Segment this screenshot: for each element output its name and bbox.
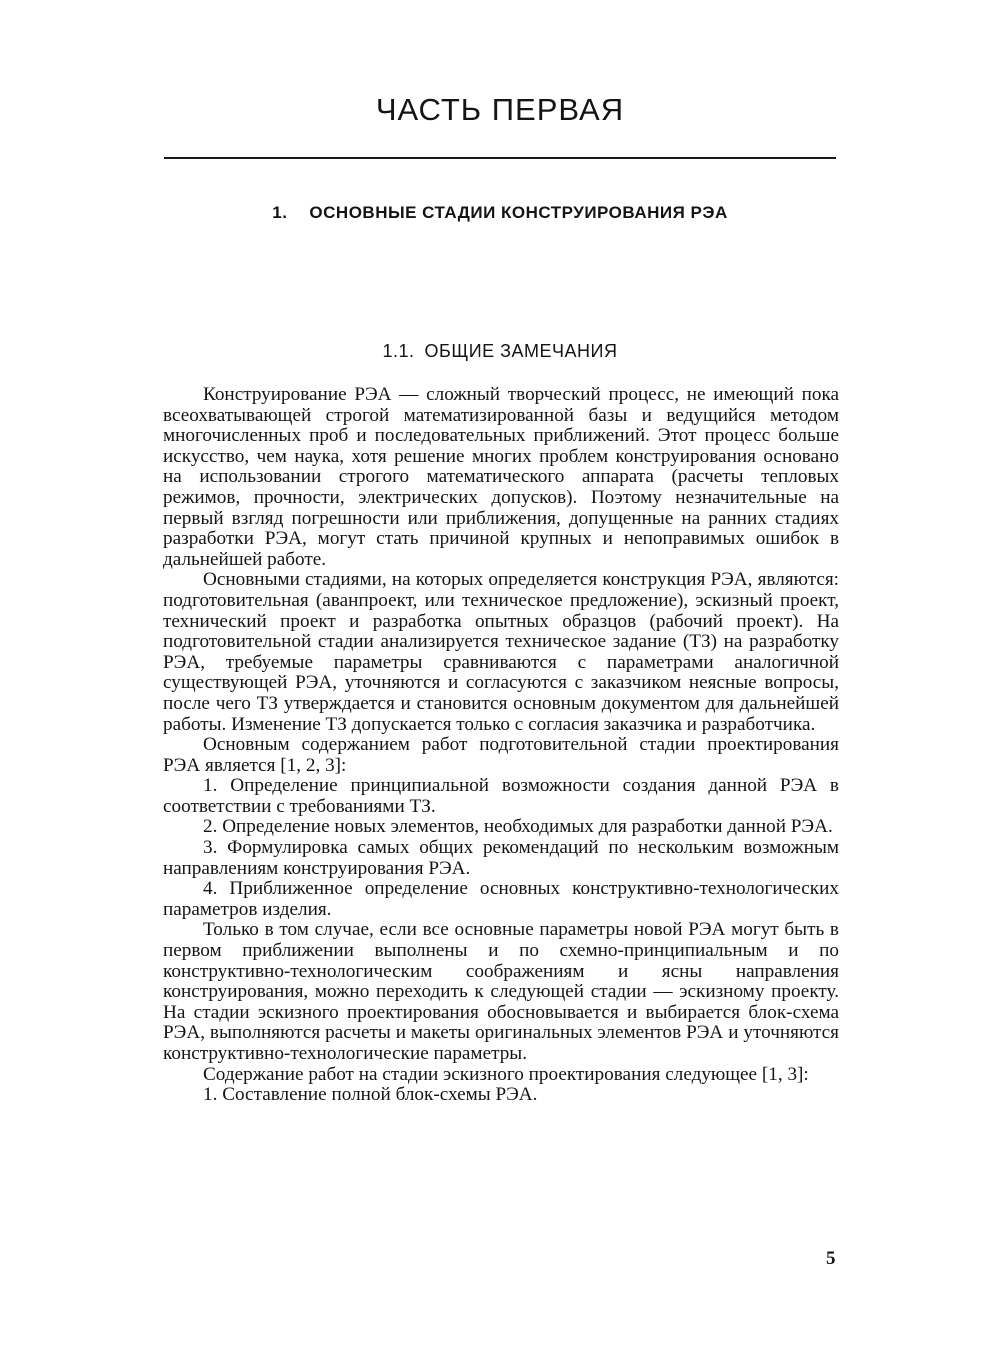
list-item: 3. Формулировка самых общих рекомендаций по нескольким возможным направлениям конструирования РЭА.: [163, 837, 839, 879]
paragraph: Содержание работ на стадии эскизного проектирования следующее [1, 3]:: [203, 1063, 809, 1085]
part-title: ЧАСТЬ ПЕРВАЯ: [375, 92, 625, 127]
body-text: [163, 385, 839, 1106]
section-number: 1.1.: [382, 341, 415, 361]
title-rule: [164, 157, 836, 159]
list-item: 4. Приближенное определение основных конструктивно-технологических параметров изделия.: [163, 878, 839, 920]
section-title: ОБЩИЕ ЗАМЕЧАНИЯ: [424, 341, 618, 361]
chapter-heading: [0, 200, 1000, 226]
list-item: 1. Определение принципиальной возможности создания данной РЭА в соответствии с требованиями ТЗ.: [163, 775, 839, 817]
chapter-title: ОСНОВНЫЕ СТАДИИ КОНСТРУИРОВАНИЯ РЭА: [309, 203, 728, 222]
paragraph: Основным содержанием работ подготовительной стадии проектирования РЭА является [1, 2, 3]:: [163, 734, 839, 776]
page-number: 5: [826, 1248, 836, 1269]
chapter-number: 1.: [272, 203, 288, 222]
paragraph: Только в том случае, если все основные параметры новой РЭА могут быть в первом приближении выполнены и по схемно-принципиальным и по конструктивно-технологическим соображениям и ясны направления конструирования, можно переходить к следующей стадии — эскизному проекту. На стадии эскизного проектирования обосновывается и выбирается блок-схема РЭА, выполняются расчеты и макеты оригинальных элементов РЭА и уточняются конструктивно-технологические параметры.: [163, 919, 839, 1064]
paragraph: Конструирование РЭА — сложный творческий процесс, не имеющий пока всеохватывающей строгой математизированной базы и ведущийся методом многочисленных проб и последовательных приближений. Этот процесс больше искусство, чем наука, хотя решение многих проблем конструирования основано на использовании строгого математического аппарата (расчеты тепловых режимов, прочности, электрических допусков). Поэтому незначительные на первый взгляд погрешности или приближения, допущенные на ранних стадиях разработки РЭА, могут стать причиной крупных и непоправимых ошибок в дальнейшей работе.: [163, 384, 839, 570]
list-item: 2. Определение новых элементов, необходимых для разработки данной РЭА.: [203, 816, 833, 838]
section-heading: [0, 338, 1000, 364]
paragraph: Основными стадиями, на которых определяется конструкция РЭА, являются: подготовительная (аванпроект, или техническое предложение), эскизный проект, технический проект и разработка опытных образцов (рабочий проект). На подготовительной стадии анализируется техническое задание (ТЗ) на разработку РЭА, требуемые параметры сравниваются с параметрами аналогичной существующей РЭА, уточняются и согласуются с заказчиком неясные вопросы, после чего ТЗ утверждается и становится основным документом для дальнейшей работы. Изменение ТЗ допускается только с согласия заказчика и разработчика.: [163, 569, 839, 735]
list-item: 1. Составление полной блок-схемы РЭА.: [203, 1084, 538, 1106]
